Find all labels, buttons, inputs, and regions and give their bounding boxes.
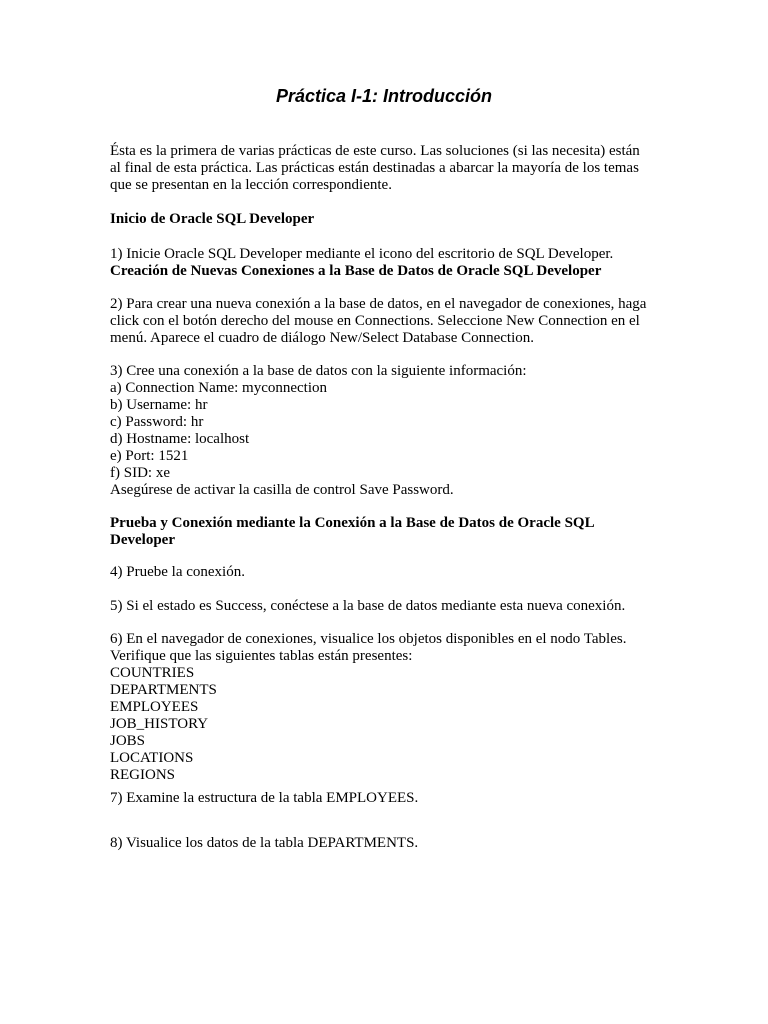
list-item: LOCATIONS [110,750,194,766]
step-7: 7) Examine la estructura de la tabla EMPLOYEES. [110,790,419,806]
section-heading-inicio: Inicio de Oracle SQL Developer [110,211,315,227]
list-item: JOB_HISTORY [110,716,209,732]
intro-paragraph [110,143,670,194]
list-item: DEPARTMENTS [110,682,217,698]
list-item: b) Username: hr [110,397,208,413]
step-6 [110,631,670,784]
list-item: c) Password: hr [110,414,204,430]
list-item: e) Port: 1521 [110,448,189,464]
list-item: JOBS [110,733,146,749]
step-5: 5) Si el estado es Success, conéctese a la base de datos mediante esta nueva conexión. [110,598,626,614]
step-3-note: Asegúrese de activar la casilla de control Save Password. [110,482,454,498]
step-2-line: 2) Para crear una nueva conexión a la base de datos, en el navegador de conexiones, haga [110,296,647,312]
list-item: REGIONS [110,767,176,783]
section-heading-line: Prueba y Conexión mediante la Conexión a la Base de Datos de Oracle SQL [110,515,595,531]
intro-line: al final de esta práctica. Las prácticas están destinadas a abarcar la mayoría de los temas [110,160,639,176]
step-6-line: 6) En el navegador de conexiones, visualice los objetos disponibles en el nodo Tables. [110,631,627,647]
step-2-line: click con el botón derecho del mouse en Connections. Seleccione New Connection en el [110,313,640,329]
tables-list [110,665,670,784]
list-item: EMPLOYEES [110,699,199,715]
section-heading-line: Developer [110,532,175,548]
step-8: 8) Visualice los datos de la tabla DEPARTMENTS. [110,835,419,851]
intro-line: Ésta es la primera de varias prácticas de este curso. Las soluciones (si las necesita) están [110,143,640,159]
step-1: 1) Inicie Oracle SQL Developer mediante el icono del escritorio de SQL Developer. [110,246,614,262]
step-3 [110,363,670,499]
connection-settings-list [110,380,670,482]
step-2-line: menú. Aparece el cuadro de diálogo New/Select Database Connection. [110,330,535,346]
step-3-intro: 3) Cree una conexión a la base de datos con la siguiente información: [110,363,527,379]
list-item: d) Hostname: localhost [110,431,250,447]
page-title: Práctica I-1: Introducción [275,86,493,106]
section-heading-creacion: Creación de Nuevas Conexiones a la Base de Datos de Oracle SQL Developer [110,263,602,279]
intro-line: que se presentan en la lección correspondiente. [110,177,392,193]
step-2 [110,296,670,347]
list-item: a) Connection Name: myconnection [110,380,328,396]
step-6-line: Verifique que las siguientes tablas están presentes: [110,648,413,664]
step-4: 4) Pruebe la conexión. [110,564,245,580]
list-item: f) SID: xe [110,465,170,481]
list-item: COUNTRIES [110,665,195,681]
section-heading-prueba [110,515,670,549]
